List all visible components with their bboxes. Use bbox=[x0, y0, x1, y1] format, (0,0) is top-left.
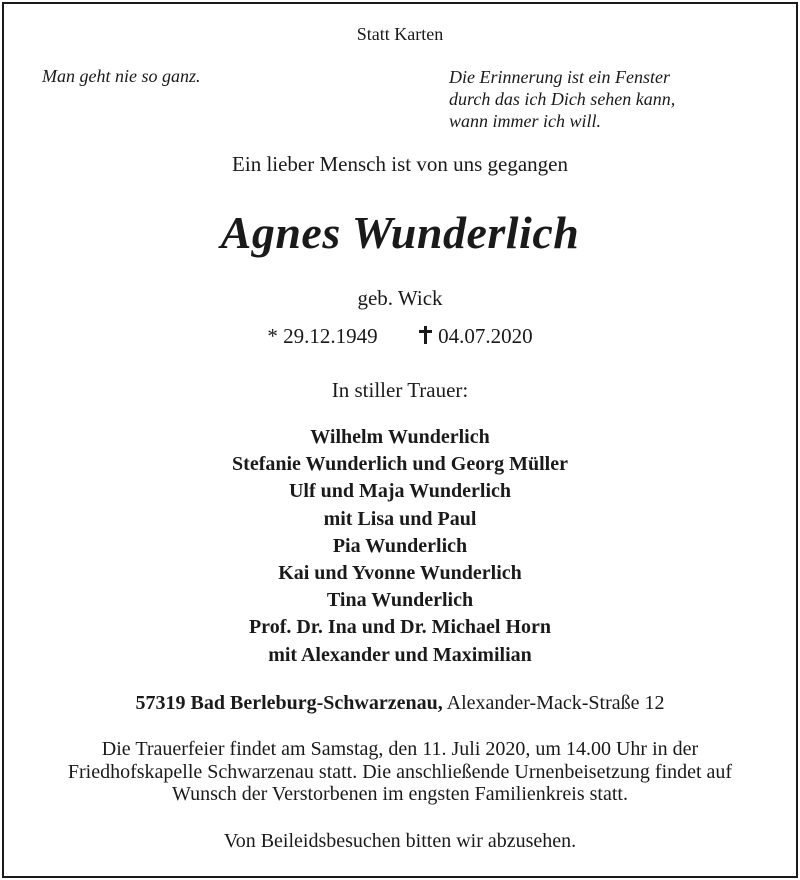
notice-line: Wunsch der Verstorbenen im engsten Familienkreis statt. bbox=[172, 783, 628, 805]
quote-left: Man geht nie so ganz. bbox=[42, 66, 201, 86]
address bbox=[4, 692, 796, 715]
family-member: Ulf und Maja Wunderlich bbox=[288, 480, 512, 503]
notice-line: Die Trauerfeier findet am Samstag, den 11. Juli 2020, um 14.00 Uhr in der bbox=[101, 738, 699, 760]
family-member: Stefanie Wunderlich und Georg Müller bbox=[232, 453, 568, 476]
obituary-notice bbox=[2, 2, 798, 878]
cross-icon bbox=[418, 325, 434, 345]
family-member: mit Alexander und Maximilian bbox=[268, 643, 532, 666]
quote-right-line: wann immer ich will. bbox=[449, 111, 601, 131]
family-member: Kai und Yvonne Wunderlich bbox=[278, 562, 522, 585]
death-date: 04.07.2020 bbox=[438, 324, 533, 348]
quote-right bbox=[449, 66, 675, 132]
family-member: Pia Wunderlich bbox=[332, 534, 468, 557]
intro-text: Ein lieber Mensch ist von uns gegangen bbox=[232, 152, 568, 176]
deceased-name: Agnes Wunderlich bbox=[220, 207, 580, 258]
birth-date: * 29.12.1949 bbox=[267, 324, 378, 348]
maiden-name: geb. Wick bbox=[357, 286, 443, 310]
family-member: Prof. Dr. Ina und Dr. Michael Horn bbox=[248, 616, 552, 639]
closing-text: Von Beileidsbesuchen bitten wir abzusehen. bbox=[223, 830, 577, 852]
mourning-label: In stiller Trauer: bbox=[331, 378, 469, 402]
funeral-notice bbox=[4, 738, 796, 806]
family-member: Wilhelm Wunderlich bbox=[310, 426, 490, 448]
notice-line: Friedhofskapelle Schwarzenau statt. Die anschließende Urnenbeisetzung findet auf bbox=[67, 760, 733, 783]
family-list bbox=[4, 424, 796, 669]
life-dates bbox=[4, 324, 796, 349]
family-member: mit Lisa und Paul bbox=[323, 507, 477, 530]
header-label: Statt Karten bbox=[356, 24, 444, 44]
address-street: Alexander-Mack-Straße 12 bbox=[446, 692, 665, 714]
quote-right-line: durch das ich Dich sehen kann, bbox=[449, 89, 676, 109]
family-member: Tina Wunderlich bbox=[326, 589, 474, 612]
quote-right-line: Die Erinnerung ist ein Fenster bbox=[449, 67, 670, 87]
address-city: 57319 Bad Berleburg-Schwarzenau, bbox=[135, 692, 443, 714]
